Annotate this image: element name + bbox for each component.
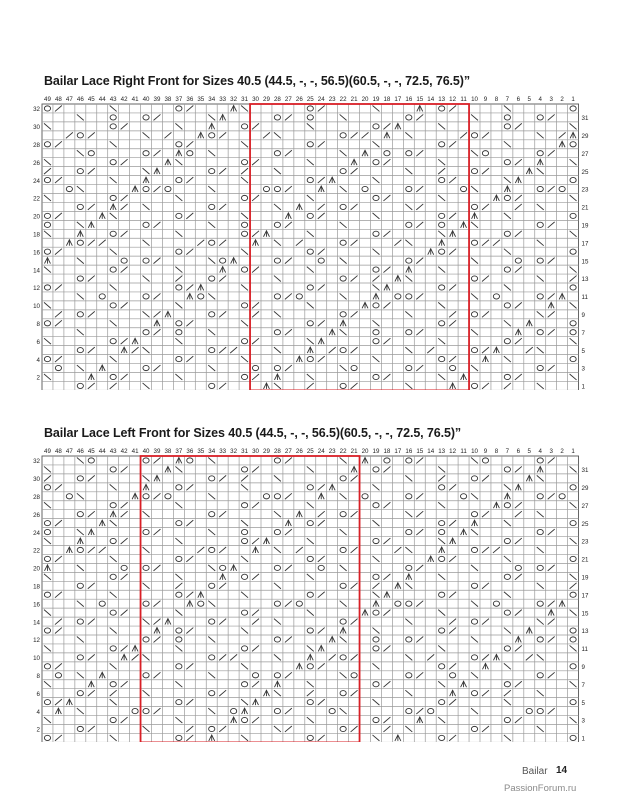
row-number-right: 23 (581, 186, 589, 194)
column-number: 43 (109, 96, 117, 103)
column-number: 25 (306, 96, 314, 103)
column-number: 4 (538, 96, 542, 103)
row-number-left: 8 (36, 672, 40, 680)
row-number-right: 17 (581, 240, 589, 248)
column-number: 1 (571, 448, 575, 455)
column-number: 18 (383, 448, 391, 455)
row-number-right: 19 (581, 574, 589, 582)
row-number-right: 27 (581, 150, 589, 158)
column-number: 33 (219, 448, 227, 455)
column-number: 14 (427, 448, 435, 455)
column-number: 27 (284, 448, 292, 455)
row-number-left: 28 (33, 141, 40, 149)
row-number-left: 4 (36, 356, 40, 364)
row-number-left: 16 (33, 249, 40, 257)
column-number: 38 (164, 448, 172, 455)
column-number: 31 (241, 448, 249, 455)
row-number-left: 18 (33, 583, 40, 591)
column-number: 47 (65, 448, 73, 455)
column-number: 21 (350, 96, 358, 103)
row-number-right: 21 (581, 556, 589, 564)
column-number: 44 (98, 448, 106, 455)
row-number-right: 1 (581, 735, 586, 742)
row-number-left: 30 (33, 124, 40, 132)
row-number-right: 27 (581, 502, 589, 510)
column-number: 11 (460, 96, 467, 103)
row-number-right: 23 (581, 538, 589, 546)
row-number-right: 7 (581, 681, 586, 689)
row-number-left: 10 (33, 303, 40, 311)
row-number-left: 22 (33, 195, 40, 203)
row-number-right: 9 (581, 664, 586, 671)
column-number: 46 (76, 96, 84, 103)
column-number: 40 (142, 96, 150, 103)
column-number: 24 (317, 96, 325, 103)
column-number: 16 (405, 448, 413, 455)
knitting-chart-left-front (30, 446, 590, 742)
row-number-left: 2 (36, 726, 40, 734)
column-number: 42 (120, 448, 128, 455)
column-number: 15 (416, 96, 424, 103)
column-number: 32 (230, 448, 238, 455)
column-number: 3 (549, 448, 553, 455)
row-number-left: 24 (33, 529, 40, 537)
column-number: 7 (505, 96, 510, 103)
column-number: 35 (197, 448, 205, 455)
column-number: 38 (164, 96, 172, 103)
row-number-right: 31 (581, 467, 589, 475)
column-number: 29 (263, 96, 270, 103)
column-number: 23 (328, 96, 336, 103)
column-number: 17 (394, 448, 402, 455)
column-number: 37 (175, 448, 183, 455)
column-number: 39 (153, 448, 161, 455)
column-number: 24 (317, 448, 325, 455)
column-number: 48 (54, 448, 62, 455)
column-number: 22 (339, 96, 347, 103)
column-number: 37 (175, 96, 183, 103)
column-number: 36 (186, 448, 194, 455)
column-number: 19 (372, 96, 380, 103)
column-number: 8 (494, 448, 499, 455)
column-number: 29 (263, 448, 270, 455)
row-number-right: 5 (581, 347, 586, 355)
row-number-right: 21 (581, 204, 589, 212)
row-number-right: 9 (581, 312, 586, 319)
column-number: 6 (516, 96, 521, 103)
column-number: 41 (131, 96, 139, 103)
row-number-right: 15 (581, 610, 589, 618)
column-number: 28 (273, 448, 281, 455)
column-number: 36 (186, 96, 194, 103)
row-number-right: 11 (581, 294, 588, 302)
row-number-left: 24 (33, 177, 40, 185)
column-number: 35 (197, 96, 205, 103)
column-number: 27 (284, 96, 292, 103)
chart-title-left-front: Bailar Lace Left Front for Sizes 40.5 (44.5, -, -, 56.5)(60.5, -, -, 72.5, 76.5)” (44, 426, 462, 440)
column-number: 26 (295, 96, 303, 103)
column-number: 12 (449, 448, 457, 455)
column-number: 5 (527, 96, 532, 103)
column-number: 15 (416, 448, 424, 455)
column-number: 13 (438, 96, 446, 103)
row-number-left: 26 (33, 511, 40, 519)
column-number: 1 (571, 96, 575, 103)
column-number: 10 (471, 96, 478, 103)
column-number: 25 (306, 448, 314, 455)
row-number-right: 7 (581, 329, 586, 337)
row-number-left: 28 (33, 493, 40, 501)
column-number: 49 (44, 448, 51, 455)
column-number: 44 (98, 96, 106, 103)
column-number: 43 (109, 448, 117, 455)
column-number: 20 (361, 448, 369, 455)
column-number: 21 (350, 448, 358, 455)
row-number-left: 2 (36, 374, 40, 382)
column-number: 2 (560, 448, 564, 455)
column-number: 4 (538, 448, 542, 455)
column-number: 5 (527, 448, 532, 455)
column-number: 42 (120, 96, 128, 103)
row-number-right: 25 (581, 520, 589, 528)
chart-title-right-front: Bailar Lace Right Front for Sizes 40.5 (44.5, -, -, 56.5)(60.5, -, -, 72.5, 76.5)” (44, 74, 470, 88)
row-number-left: 32 (33, 106, 40, 114)
row-number-right: 29 (581, 485, 589, 492)
column-number: 40 (142, 448, 150, 455)
column-number: 23 (328, 448, 336, 455)
row-number-left: 20 (33, 213, 40, 221)
column-number: 8 (494, 96, 499, 103)
column-number: 32 (230, 96, 238, 103)
knitting-chart-right-front (30, 94, 590, 390)
row-number-right: 3 (581, 365, 586, 373)
column-number: 34 (208, 448, 216, 455)
column-number: 49 (44, 96, 51, 103)
row-number-left: 4 (36, 708, 40, 716)
column-number: 9 (483, 448, 488, 455)
row-number-left: 6 (36, 690, 40, 698)
row-number-right: 17 (581, 592, 589, 600)
row-number-left: 8 (36, 320, 40, 328)
column-number: 22 (339, 448, 347, 455)
row-number-right: 13 (581, 628, 589, 636)
column-number: 2 (560, 96, 564, 103)
column-number: 3 (549, 96, 553, 103)
column-number: 16 (405, 96, 413, 103)
row-number-left: 18 (33, 231, 40, 239)
footer-pattern-name: Bailar (522, 766, 548, 777)
row-number-right: 1 (581, 383, 586, 390)
row-number-right: 29 (581, 133, 589, 140)
column-number: 26 (295, 448, 303, 455)
column-number: 33 (219, 96, 227, 103)
column-number: 48 (54, 96, 62, 103)
row-number-left: 22 (33, 547, 40, 555)
row-number-left: 14 (33, 267, 40, 275)
column-number: 45 (87, 448, 95, 455)
row-number-left: 10 (33, 655, 40, 663)
column-number: 30 (252, 96, 259, 103)
column-number: 12 (449, 96, 457, 103)
column-number: 11 (460, 448, 467, 455)
column-number: 18 (383, 96, 391, 103)
row-number-left: 20 (33, 565, 40, 573)
row-number-right: 19 (581, 222, 589, 230)
column-number: 39 (153, 96, 161, 103)
row-number-right: 11 (581, 646, 588, 654)
row-number-left: 12 (33, 285, 40, 293)
row-number-left: 26 (33, 159, 40, 167)
column-number: 9 (483, 96, 488, 103)
page-number: 14 (556, 765, 568, 776)
column-number: 7 (505, 448, 510, 455)
row-number-left: 6 (36, 338, 40, 346)
row-number-right: 13 (581, 276, 589, 284)
row-number-left: 16 (33, 601, 40, 609)
column-number: 45 (87, 96, 95, 103)
column-number: 19 (372, 448, 380, 455)
row-number-left: 12 (33, 637, 40, 645)
column-number: 46 (76, 448, 84, 455)
column-number: 30 (252, 448, 259, 455)
row-number-right: 5 (581, 699, 586, 707)
row-number-left: 32 (33, 458, 40, 466)
row-number-right: 3 (581, 717, 586, 725)
column-number: 20 (361, 96, 369, 103)
column-number: 13 (438, 448, 446, 455)
column-number: 31 (241, 96, 249, 103)
row-number-left: 14 (33, 619, 40, 627)
row-number-right: 31 (581, 115, 589, 123)
column-number: 47 (65, 96, 73, 103)
column-number: 17 (394, 96, 402, 103)
column-number: 14 (427, 96, 435, 103)
column-number: 6 (516, 448, 521, 455)
row-number-left: 30 (33, 476, 40, 484)
watermark: PassionForum.ru (504, 783, 577, 794)
column-number: 28 (273, 96, 281, 103)
row-number-right: 15 (581, 258, 589, 266)
row-number-right: 25 (581, 168, 589, 176)
column-number: 10 (471, 448, 478, 455)
column-number: 34 (208, 96, 216, 103)
column-number: 41 (131, 448, 139, 455)
